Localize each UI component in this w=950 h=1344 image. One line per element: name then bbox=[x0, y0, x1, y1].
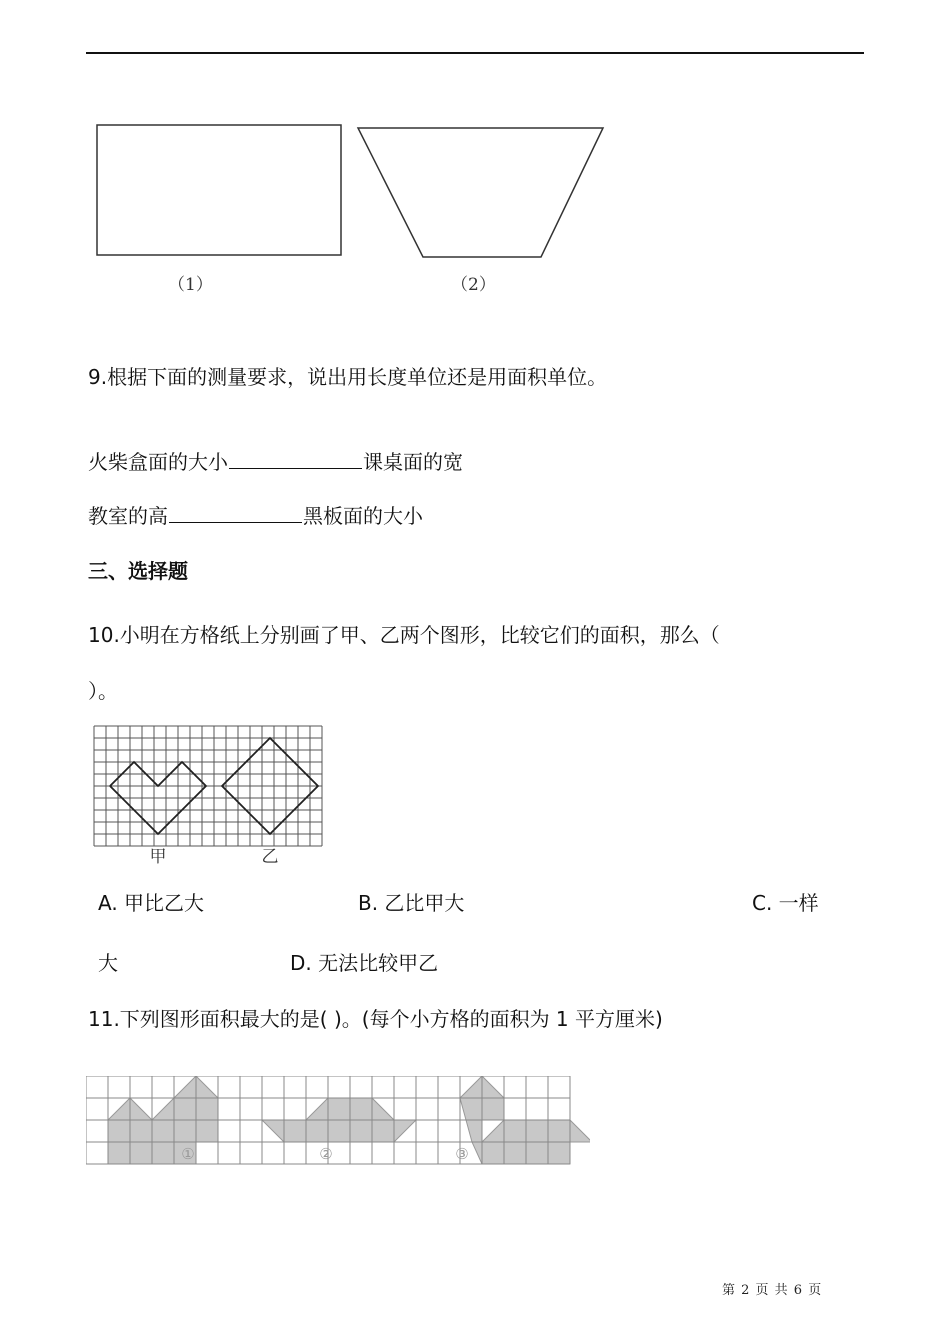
option-a[interactable]: A. 甲比乙大 bbox=[98, 891, 205, 915]
q9-question: 9.根据下面的测量要求，说出用长度单位还是用面积单位。 bbox=[88, 365, 608, 389]
trapezoid-shape bbox=[358, 128, 603, 257]
q10-question-line1: 10.小明在方格纸上分别画了甲、乙两个图形，比较它们的面积，那么（ bbox=[88, 623, 720, 647]
q9-line-2 bbox=[88, 502, 423, 530]
grid-lines bbox=[94, 726, 322, 846]
shape-label-2: ② bbox=[319, 1145, 333, 1163]
figure-caption-2: （2） bbox=[451, 275, 496, 295]
header-rule bbox=[86, 52, 864, 54]
option-b[interactable]: B. 乙比甲大 bbox=[358, 891, 465, 915]
q11-grid-figure bbox=[86, 1076, 590, 1172]
label-jia: 甲 bbox=[149, 847, 167, 867]
q8-shapes-figure bbox=[90, 118, 620, 268]
option-c-continued[interactable]: 大 bbox=[98, 951, 118, 975]
figure-caption-1: （1） bbox=[168, 275, 213, 295]
q9-item-matchbox: 火柴盒面的大小 bbox=[88, 450, 228, 474]
label-yi: 乙 bbox=[261, 847, 279, 867]
q9-line-1 bbox=[88, 448, 463, 476]
page-footer: 第 2 页 共 6 页 bbox=[722, 1283, 823, 1298]
q9-item-desk-width: 课桌面的宽 bbox=[363, 450, 463, 474]
option-d[interactable]: D. 无法比较甲乙 bbox=[290, 951, 439, 975]
shape-label-1: ① bbox=[181, 1145, 195, 1163]
shape-label-3: ③ bbox=[455, 1145, 469, 1163]
rectangle-shape bbox=[97, 125, 341, 255]
answer-blank-2[interactable] bbox=[169, 502, 302, 523]
answer-blank-1[interactable] bbox=[229, 448, 362, 469]
q9-item-classroom-height: 教室的高 bbox=[88, 504, 168, 528]
q11-question: 11.下列图形面积最大的是( )。(每个小方格的面积为 1 平方厘米) bbox=[88, 1007, 663, 1031]
q9-item-blackboard: 黑板面的大小 bbox=[303, 504, 423, 528]
section-title: 三、选择题 bbox=[88, 559, 188, 583]
q10-question-line2: ）。 bbox=[88, 679, 118, 703]
option-c[interactable]: C. 一样 bbox=[752, 891, 819, 915]
q10-grid-figure bbox=[88, 720, 328, 868]
